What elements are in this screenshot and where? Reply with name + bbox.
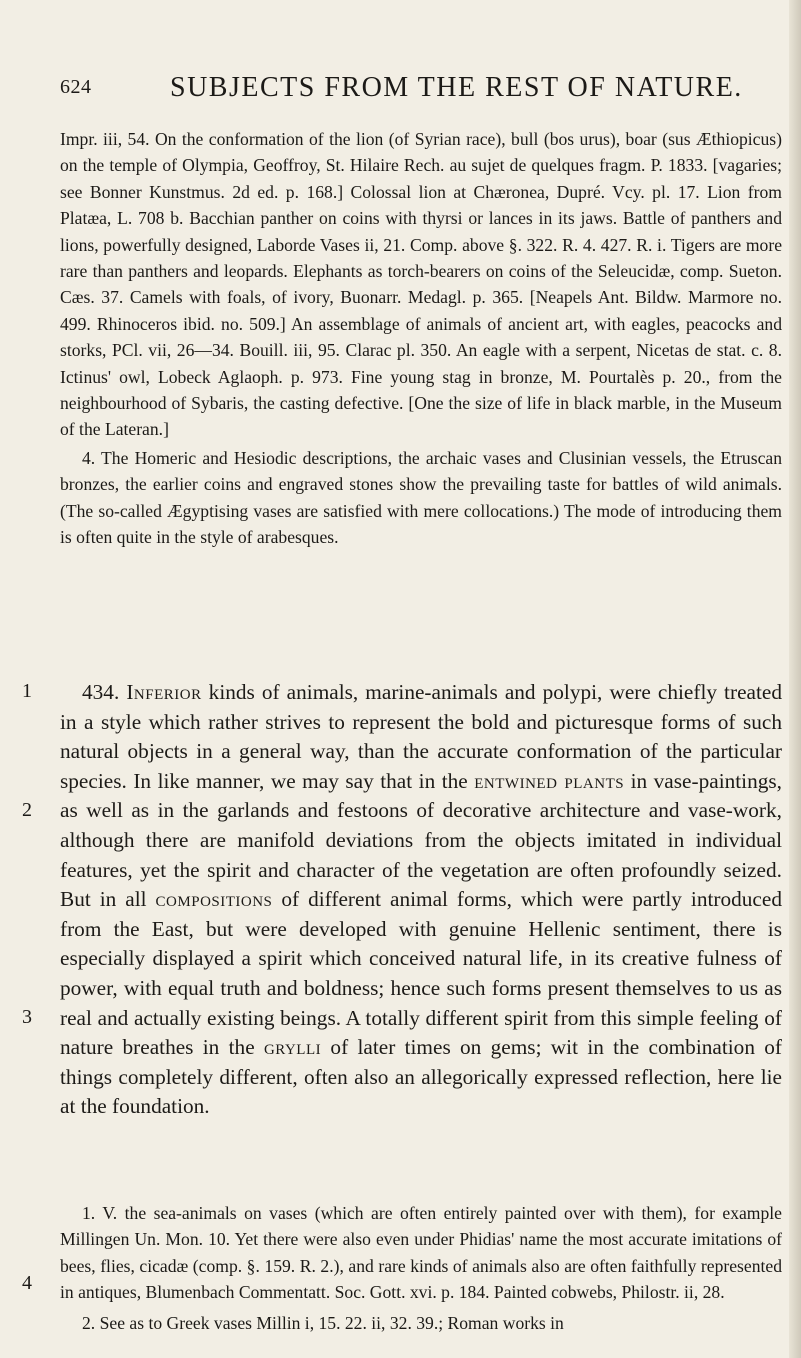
margin-number: 4 [22, 1272, 32, 1294]
running-head: SUBJECTS FROM THE REST OF NATURE. [170, 72, 743, 103]
small-caps-term: compositions [155, 887, 273, 912]
section-number: 434. [82, 680, 120, 704]
page-number: 624 [60, 76, 92, 98]
section-text-2: in vase-paintings, as well as in the garlands and festoons of decorative architecture and vase-work, although there are manifold deviations from the objects imitated in individual features, yet the spirit and character of the vegetation are often profoundly seized. But in all [60, 768, 783, 912]
section-text-3: of different animal forms, which were partly introduced from the East, but were developed with genuine Hellenic sentiment, there is especially displayed a spirit which conceived natural life, in its creative fulness of power, with equal truth and boldness; hence such forms present themselves to us as real and actually existing beings. A totally different spirit from this simple feeling of nature breathes in the [60, 887, 782, 1060]
margin-number: 1 [22, 680, 32, 702]
margin-number: 2 [22, 799, 32, 821]
small-caps-term: entwined plants [474, 768, 625, 793]
section-paragraph [60, 678, 782, 1122]
section-text-4: of later times on gems; wit in the combination of things completely different, often also an allegorically expressed reflection, here lie at the foundation. [60, 1035, 783, 1119]
note-paragraph-continued: Impr. iii, 54. On the conformation of the lion (of Syrian race), bull (bos urus), boar (sus Æthiopicus) on the temple of Olympia, Geoffroy, St. Hilaire Rech. au sujet de quelques fragm. P. 1833. [vagaries; see Bonner Kunstmus. 2d ed. p. 168.] Colossal lion at Chæronea, Dupré. Vcy. pl. 17. Lion from Platæa, L. 708 b. Bacchian panther on coins with thyrsi or lances in its jaws. Battle of panthers and lions, powerfully designed, Laborde Vases ii, 21. Comp. above §. 322. R. 4. 427. R. i. Tigers are more rare than panthers and leopards. Elephants as torch-bearers on coins of the Seleucidæ, comp. Sueton. Cæs. 37. Camels with foals, of ivory, Buonarr. Medagl. p. 365. [Neapels Ant. Bildw. Marmore no. 499. Rhinoceros ibid. no. 509.] An assemblage of animals of ancient art, with eagles, peacocks and storks, PCl. vii, 26—34. Bouill. iii, 95. Clarac pl. 350. An eagle with a serpent, Nicetas de stat. c. 8. Ictinus' owl, Lobeck Aglaoph. p. 973. Fine young stag in bronze, M. Pourtalès p. 20., from the neighbourhood of Sybaris, the casting defective. [One the size of life in black marble, in the Museum of the Lateran.] [60, 129, 782, 440]
section-434 [60, 678, 782, 1122]
note-paragraph-4: 4. The Homeric and Hesiodic descriptions, the archaic vases and Clusinian vessels, the Etruscan bronzes, the earlier coins and engraved stones show the prevailing taste for battles of wild animals. (The so-called Ægyptising vases are satisfied with mere collocations.) The mode of introducing them is often quite in the style of arabesques. [60, 447, 782, 548]
section-text-1: kinds of animals, marine-animals and polypi, were chiefly treated in a style which rather strives to represent the bold and picturesque forms of such natural objects in a general way, than the accurate conformation of the particular species. In like manner, we may say that in the [60, 680, 782, 793]
page-header [60, 72, 780, 108]
top-notes [60, 126, 782, 551]
page-edge [789, 0, 801, 1358]
small-caps-term: grylli [263, 1035, 322, 1060]
footnote-2: 2. See as to Greek vases Millin i, 15. 22. ii, 32. 39.; Roman works in [82, 1312, 564, 1333]
footnote-1: 1. V. the sea-animals on vases (which are often entirely painted over with them), for example Millingen Un. Mon. 10. Yet there were also even under Phidias' name the most accurate imitations of bees, flies, cicadæ (comp. §. 159. R. 2.), and rare kinds of animals also are often faithfully represented in antiques, Blumenbach Commentatt. Soc. Gott. xvi. p. 184. Painted cobwebs, Philostr. ii, 28. [60, 1203, 782, 1303]
margin-number: 3 [22, 1006, 32, 1028]
section-lead: Inferior [126, 680, 202, 704]
footnotes [60, 1200, 782, 1336]
